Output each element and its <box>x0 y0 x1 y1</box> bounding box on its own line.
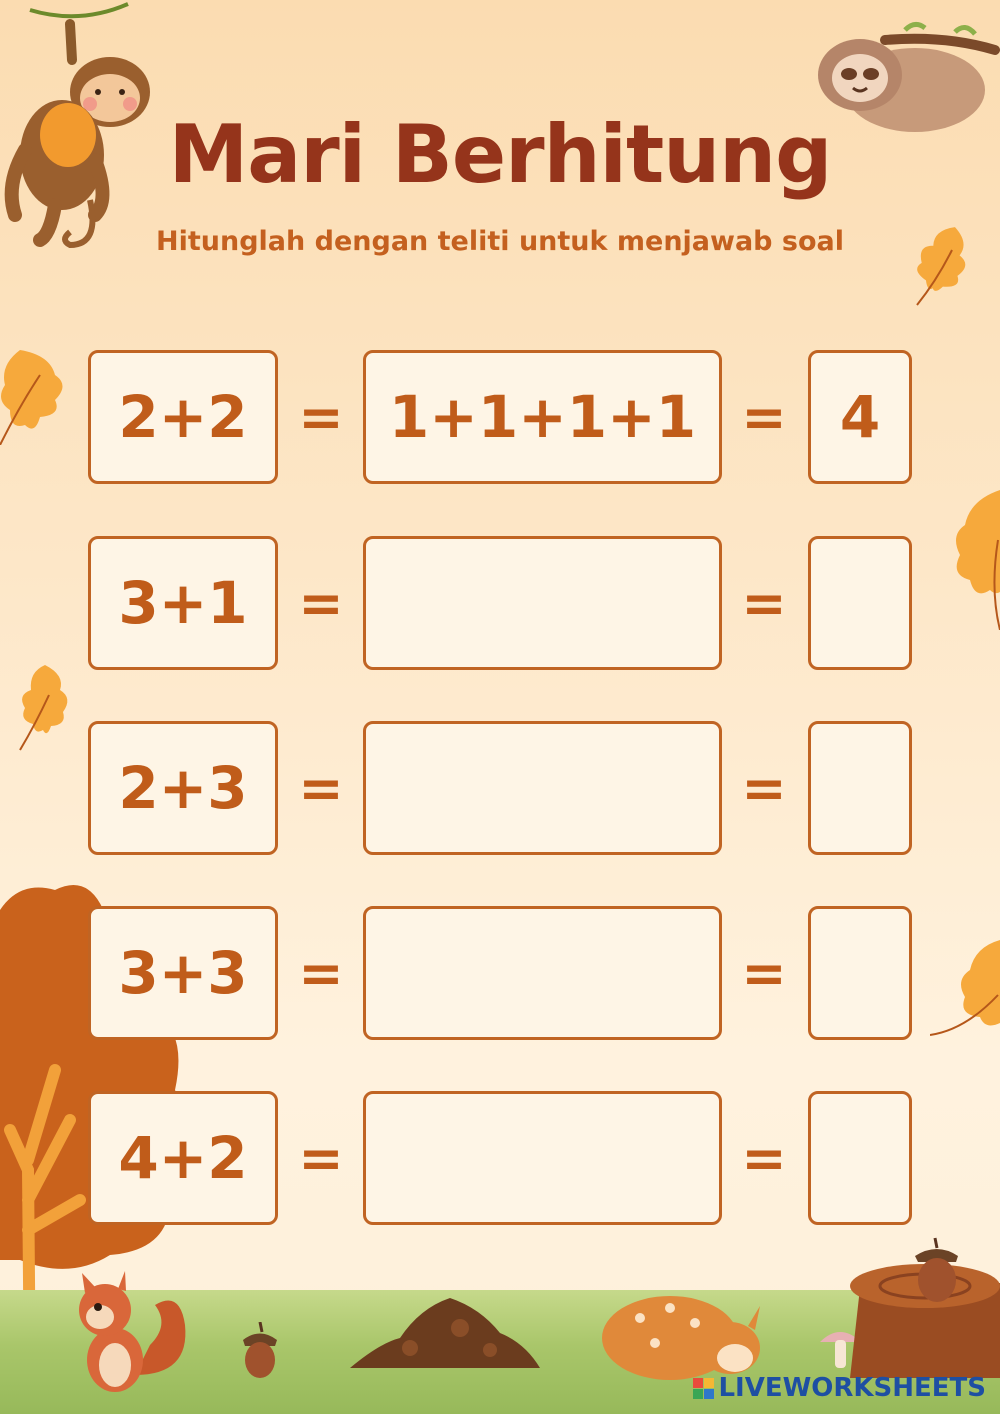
answer-input[interactable] <box>808 1091 912 1225</box>
problem-row-5 <box>0 1091 1000 1229</box>
equals-sign: = <box>298 385 344 449</box>
question-box: 3+3 <box>88 906 278 1040</box>
equals-sign: = <box>298 756 344 820</box>
equals-sign: = <box>741 571 787 635</box>
dirt-mound-icon <box>350 1288 540 1373</box>
question-box: 2+3 <box>88 721 278 855</box>
equals-sign: = <box>298 941 344 1005</box>
page-subtitle: Hitunglah dengan teliti untuk menjawab soal <box>156 226 844 257</box>
brand-text: LIVEWORKSHEETS <box>718 1373 986 1403</box>
decomposition-input[interactable]: 1+1+1+1 <box>363 350 722 484</box>
question-box: 3+1 <box>88 536 278 670</box>
answer-input[interactable] <box>808 721 912 855</box>
problem-row-1 <box>0 350 1000 488</box>
question-box: 2+2 <box>88 350 278 484</box>
problem-row-2 <box>0 536 1000 674</box>
equals-sign: = <box>741 385 787 449</box>
answer-input[interactable] <box>808 536 912 670</box>
equals-sign: = <box>298 1126 344 1190</box>
decomposition-input[interactable] <box>363 1091 722 1225</box>
problem-row-4 <box>0 906 1000 1044</box>
acorn-icon <box>240 1322 280 1382</box>
equals-sign: = <box>741 941 787 1005</box>
problem-row-3 <box>0 721 1000 859</box>
tree-stump-icon <box>840 1228 1000 1378</box>
question-box: 4+2 <box>88 1091 278 1225</box>
liveworksheets-logo <box>693 1372 986 1404</box>
liveworksheets-badge-icon <box>693 1378 714 1399</box>
equals-sign: = <box>298 571 344 635</box>
answer-input[interactable] <box>808 906 912 1040</box>
page-title: Mari Berhitung <box>168 108 832 201</box>
answer-input[interactable]: 4 <box>808 350 912 484</box>
squirrel-icon <box>60 1265 190 1395</box>
decomposition-input[interactable] <box>363 906 722 1040</box>
decomposition-input[interactable] <box>363 536 722 670</box>
deer-icon <box>600 1278 770 1383</box>
equals-sign: = <box>741 1126 787 1190</box>
equals-sign: = <box>741 756 787 820</box>
decomposition-input[interactable] <box>363 721 722 855</box>
